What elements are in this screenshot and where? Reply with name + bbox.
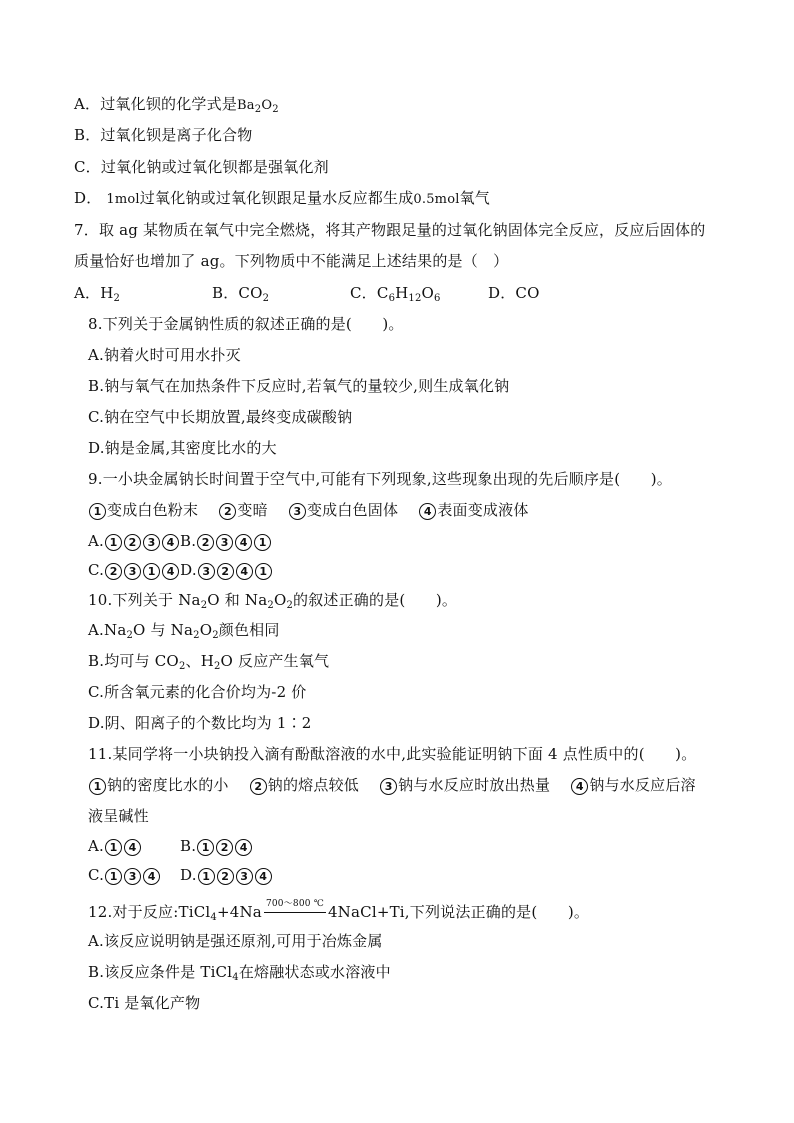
reaction-arrow [262, 899, 328, 922]
circle-number-1: 1 [89, 503, 106, 520]
q7-stem-line1: 7．取 ag 某物质在氧气中完全燃烧，将其产物跟足量的过氧化钠固体完全反应，反应后固体的 [74, 221, 706, 239]
q8-option-b: B.钠与氧气在加热条件下反应时,若氧气的量较少,则生成氧化钠 [88, 377, 510, 395]
q11-items-cont: 液呈碱性 [88, 807, 149, 825]
q10-option-a: $A.Na_2O$ 与 $Na_2O_2$颜色相同 [88, 621, 280, 641]
q8-option-d: D.钠是金属,其密度比水的大 [88, 439, 277, 457]
q8-stem: 8.下列关于金属钠性质的叙述正确的是( )。 [88, 315, 404, 333]
q11-items: 1 钠的密度比水的小 2 钠的熔点较低 3 钠与水反应时放出热量 4 钠与水反应后溶 [88, 775, 696, 795]
q10-stem: 10.下列关于 $Na_2O$ 和 $Na_2O_2$的叙述正确的是( )。 [88, 591, 458, 611]
q9-items: 1 变成白色粉末 2 变暗 3 变成白色固体 4 表面变成液体 [88, 500, 529, 520]
q6-option-b: B．过氧化钡是离子化合物 [74, 126, 253, 144]
q11-options-ab: A. 1 4 [88, 836, 142, 856]
q9-stem: 9.一小块金属钠长时间置于空气中,可能有下列现象,这些现象出现的先后顺序是( )。 [88, 470, 672, 488]
q7-option-b: B．$CO_2$ [212, 284, 270, 304]
q6-option-a: A．过氧化钡的化学式是$Ba_2O_2$ [74, 95, 279, 115]
q6-option-c: C．过氧化钠或过氧化钡都是强氧化剂 [74, 158, 329, 176]
q7-option-a: A．$H_2$ [74, 284, 121, 304]
q12-stem: 12.对于反应:TiCl$_4$+4Na 700～800 ℃ 4NaCl+Ti,下列说法正确的是( )。 [88, 902, 589, 928]
q10-option-b: B.均可与 $CO_2$、$H_2O$ 反应产生氧气 [88, 652, 330, 672]
q6-option-d: D． 1mol过氧化钠或过氧化钡跟足量水反应都生成0.5mol氧气 [74, 189, 490, 207]
q11-option-b: B. 1 2 4 [180, 836, 253, 856]
q12-option-c: C.Ti 是氧化产物 [88, 994, 201, 1012]
q10-option-c: C.所含氧元素的化合价均为-2 价 [88, 683, 307, 701]
q11-option-c: C. 1 3 4 [88, 865, 161, 885]
q9-options-ab: A. 1 2 3 4 B. 2 3 4 1 [88, 531, 272, 551]
q7-stem-line2: 质量恰好也增加了 ag。下列物质中不能满足上述结果的是（ ） [74, 252, 509, 270]
q7-option-c: C．$C_6H_{12}O_6$ [350, 284, 441, 304]
q12-option-a: A.该反应说明钠是强还原剂,可用于冶炼金属 [88, 932, 383, 950]
q11-stem: 11.某同学将一小块钠投入滴有酚酞溶液的水中,此实验能证明钠下面 4 点性质中的( )。 [88, 745, 697, 763]
q8-option-a: A.钠着火时可用水扑灭 [88, 346, 241, 364]
circle-number-3: 3 [289, 503, 306, 520]
q11-option-d: D. 1 2 3 4 [180, 865, 273, 885]
q10-option-d: D.阴、阳离子的个数比均为 1∶2 [88, 714, 312, 732]
circle-number-2: 2 [219, 503, 236, 520]
circle-number-4: 4 [419, 503, 436, 520]
q9-options-cd: C. 2 3 1 4 D. 3 2 4 1 [88, 560, 273, 580]
q7-option-d: D．CO [488, 284, 540, 302]
q8-option-c: C.钠在空气中长期放置,最终变成碳酸钠 [88, 408, 353, 426]
q12-option-b: B.该反应条件是 TiCl$_4$在熔融状态或水溶液中 [88, 963, 391, 983]
reaction-condition: 700～800 ℃ [265, 899, 325, 909]
